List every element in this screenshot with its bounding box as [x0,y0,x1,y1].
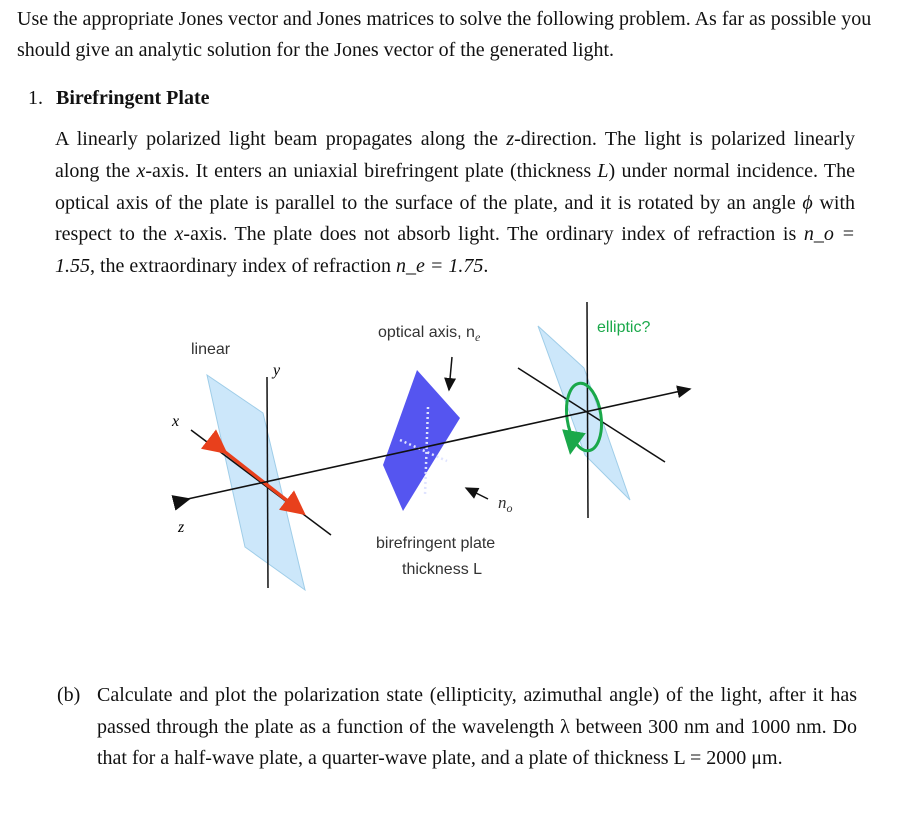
birefringent-plate [383,370,460,511]
intro-paragraph: Use the appropriate Jones vector and Jones matrices to solve the following problem. As far as possible you should give an analytic solution for the Jones vector of the generated light. [17,8,872,61]
label-linear: linear [191,341,231,358]
input-plane [207,375,305,590]
label-x: x [172,413,180,430]
label-birefringent-plate: birefringent plate [376,535,496,552]
label-thickness: thickness L [402,561,483,578]
section-number: 1. [28,87,43,109]
output-y-axis [587,302,588,518]
elliptic-arrow-head [572,437,573,443]
label-z: z [178,519,185,536]
label-y: y [273,362,281,379]
y-axis-line [267,377,268,588]
ordinary-index: n_o = 1.55 [55,223,856,278]
part-b-tag: (b) [57,684,81,706]
ordinary-axis-pointer [466,488,488,499]
var-L: L [597,159,609,182]
var-x: x [136,159,146,182]
section-title: Birefringent Plate [56,87,210,109]
problem-statement: A linearly polarized light beam propagates along the z-direction. The light is polarized linearly along the x-axis. It enters an uniaxial birefringent plate (thickness L) under normal incidence. The optical axis of the plate is parallel to the surface of the plate, and it is rotated by an angle ϕ with respect to the x-axis. The plate does not absorb light. The ordinary index of refraction is n_o = 1.55, the extraordinary index of refraction n_e = 1.75. [55,128,856,278]
section-heading [28,84,209,112]
var-z: z [506,128,515,150]
label-elliptic: elliptic? [597,319,651,336]
label-optical-axis: optical axis, $n_e$ [378,324,481,344]
part-b-text: Calculate and plot the polarization state (ellipticity, azimuthal angle) of the light, after it has passed through the plate as a function of the wavelength λ between 300 nm and 1000 nm. Do that for a half-wave plate, a quarter-wave plate, and a plate of thickness L = 2000 μm. [97,684,857,769]
optical-axis-pointer [449,357,452,390]
part-b [57,680,857,775]
label-ordinary-index: $n_o$ [498,493,513,515]
setup-diagram [155,295,715,600]
extraordinary-index: n_e = 1.75 [395,255,484,278]
var-phi: ϕ [802,191,813,214]
z-direction-arrow [181,499,189,501]
var-x: x [174,223,184,246]
